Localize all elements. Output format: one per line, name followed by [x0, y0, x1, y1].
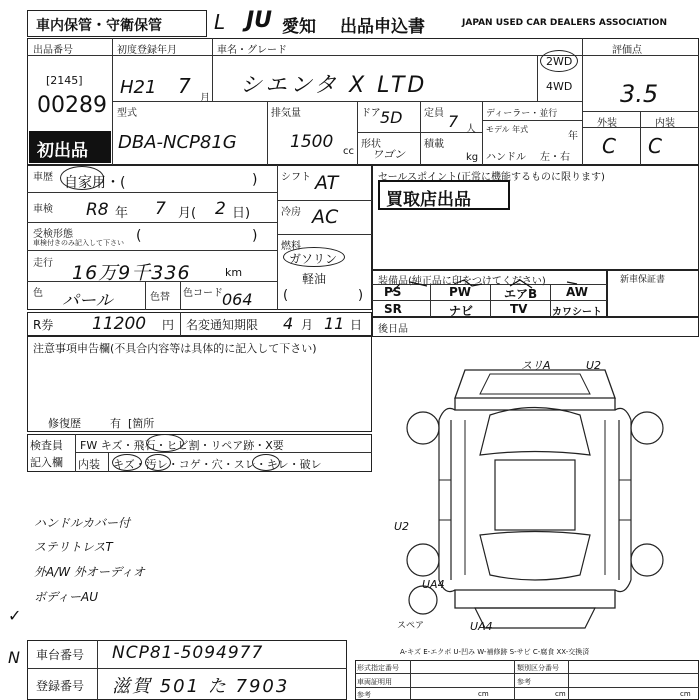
equip-navi: ナビ: [449, 304, 474, 318]
mileage-value: 16万9千336: [72, 262, 191, 284]
side-n-mark: N: [8, 648, 20, 667]
name-change-month: 4: [283, 314, 294, 333]
model-label: 車名・グレード: [217, 45, 287, 56]
model-value: シエンタ X LTD: [240, 73, 428, 98]
bottom-unit-cm3: cm: [680, 690, 691, 698]
association-name: JAPAN USED CAR DEALERS ASSOCIATION: [462, 18, 667, 28]
bottom-unit-cm1: cm: [478, 690, 489, 698]
first-listing-badge: [29, 131, 111, 163]
mileage-unit: km: [225, 266, 243, 279]
vehicle-class-close: ): [252, 172, 258, 188]
displacement-unit: cc: [343, 146, 354, 157]
chassis-label: 車台番号: [36, 648, 85, 662]
color-code-value: 064: [222, 290, 253, 309]
color-code-label: 色コード: [183, 288, 223, 299]
shape-value: ワゴン: [372, 148, 405, 161]
handnote-1: ハンドルカバー付: [34, 516, 131, 530]
bottom-r3c1: 参考: [357, 691, 371, 699]
grade-value: 3.5: [620, 80, 659, 108]
lot-label: 出品番号: [33, 45, 73, 56]
dealer-line3-value: 左・右: [540, 152, 570, 163]
mark-ua4-bottom: UA4: [470, 620, 493, 633]
equipment-label: 装備品(純正品に印をつけてください): [378, 276, 546, 287]
vehicle-class-label: 車歴: [33, 172, 53, 183]
inspection-month: 7: [155, 199, 166, 219]
plate-value: 滋賀 501 た 7903: [112, 676, 290, 697]
inspector-row2: キズ・汚レ・コゲ・穴・スレ・キレ・破レ: [113, 458, 322, 471]
mileage-label: 走行: [33, 258, 53, 269]
form-title: 出品申込書: [340, 17, 425, 37]
type-value: DBA-NCP81G: [118, 132, 237, 153]
inspection-year-unit: 年: [115, 206, 129, 221]
mark-u2-left: U2: [394, 520, 410, 533]
inspection-month-unit: 月(: [178, 206, 197, 221]
name-change-day-unit: 日: [350, 318, 363, 332]
inspector-label2: 記入欄: [30, 456, 63, 469]
bottom-r2c2: 参考: [517, 678, 531, 686]
retrofit-label: 後日品: [378, 324, 408, 335]
receipt-open: (: [136, 228, 142, 244]
handnote-2: ステリトレスT: [34, 540, 113, 554]
equipment-check-marks: [372, 270, 607, 317]
vehicle-class-value: 自家用・(: [64, 175, 126, 191]
storage-mark: L: [214, 10, 226, 34]
capacity-unit: 人: [466, 124, 476, 135]
inspection-year: R8: [86, 200, 109, 220]
equip-ps: PS: [384, 285, 402, 299]
fuel-light-oil: 軽油: [302, 272, 327, 286]
load-unit: kg: [466, 152, 479, 163]
side-check-mark: ✓: [8, 606, 22, 625]
registration-month-unit: 月: [200, 93, 210, 104]
fuel-label: 燃料: [281, 241, 301, 252]
displacement-value: 1500: [290, 132, 334, 152]
exterior-value: C: [602, 134, 616, 158]
equip-tv: TV: [510, 302, 528, 316]
recycle-label: R券: [33, 318, 54, 332]
equip-pw: PW: [449, 285, 472, 299]
sellpoint-label: セールスポイント(正常に機能するものに限ります): [378, 172, 605, 183]
receipt-close: ): [252, 228, 258, 244]
equip-leather: カワシート: [552, 307, 602, 318]
repair-place: [箇所: [128, 417, 155, 430]
type-label: 型式: [117, 108, 137, 119]
shift-value: AT: [315, 172, 339, 194]
mark-ua4-rear: UA4: [422, 578, 445, 591]
lot-number: 00289: [37, 93, 107, 118]
sellpoint-stamp: [378, 180, 510, 210]
equip-sr: SR: [384, 302, 402, 316]
brand-logo: JU: [246, 8, 273, 33]
load-label: 積載: [424, 139, 444, 150]
bottom-r1c1: 形式指定番号: [357, 664, 399, 672]
shift-label: シフト: [281, 172, 311, 183]
inspector-row1: FW キズ・飛石・ヒビ割・リペア跡・X要: [80, 439, 284, 452]
equip-airbag: エアB: [504, 287, 538, 301]
plate-label: 登録番号: [36, 679, 85, 693]
equip-aw: AW: [566, 285, 588, 299]
receipt-sub: 車検付きのみ記入して下さい: [33, 239, 124, 247]
storage-box: [27, 10, 207, 37]
bottom-r1c2: 類別区分番号: [517, 664, 559, 672]
repair-label: 修復歴: [48, 417, 81, 430]
repair-value: 有: [110, 417, 121, 430]
damage-legend: A-キズ E-エクボ U-凹み W-補修跡 S-サビ C-腐食 XX-交換済: [400, 648, 590, 656]
doors-value: 5D: [380, 108, 403, 127]
mark-u2-top: U2: [586, 359, 602, 372]
drive-4wd: 4WD: [546, 80, 573, 93]
grade-label: 評価点: [612, 45, 642, 56]
dealer-line2-unit: 年: [568, 131, 578, 142]
tire-rear-right: [631, 544, 663, 576]
color-label: 色: [33, 288, 43, 299]
interior-label: 内装: [655, 118, 675, 129]
handnote-4: ボディーAU: [34, 590, 99, 604]
notes-title: 注意事項申告欄(不具合内容等は具体的に記入して下さい): [33, 342, 317, 355]
bottom-unit-cm2: cm: [555, 690, 566, 698]
name-change-day: 11: [324, 314, 345, 333]
inspector-circle4: [252, 454, 280, 471]
dealer-line1: ディーラー・並行: [486, 109, 558, 119]
spare-label: スペア: [397, 621, 425, 631]
tire-rear-left: [407, 544, 439, 576]
mark-scratch-a: スリA: [521, 359, 551, 372]
inspector-circle1: [146, 434, 184, 452]
fuel-gasoline: ガソリン: [289, 252, 338, 266]
chassis-value: NCP81-5094977: [112, 643, 264, 663]
car-damage-diagram: [395, 360, 685, 650]
inspection-label: 車検: [33, 204, 53, 215]
retrofit-frame: [372, 317, 699, 337]
registration-month: 7: [178, 74, 191, 98]
shape-label: 形状: [361, 139, 381, 150]
interior-value: C: [648, 134, 662, 158]
inspection-day: 2: [215, 199, 226, 219]
storage-label: 車内保管・守衛保管: [36, 18, 162, 34]
tire-front-right: [631, 412, 663, 444]
sellpoint-value: 買取店出品: [386, 190, 471, 210]
displacement-label: 排気量: [271, 108, 301, 119]
name-change-label: 名変通知期限: [186, 318, 259, 332]
registration-year: H21: [120, 77, 157, 98]
dealer-line2: モデル 年式: [486, 125, 529, 134]
inspector-label1: 検査員: [30, 439, 63, 452]
registration-label: 初度登録年月: [117, 45, 177, 56]
name-change-month-unit: 月: [301, 318, 314, 332]
color-value: パール: [62, 291, 113, 311]
fuel-paren-open: (: [283, 288, 289, 303]
recycle-unit: 円: [162, 318, 175, 332]
brand-region: 愛知: [282, 17, 316, 37]
inspection-day-unit: 日): [232, 206, 251, 221]
ac-label: 冷房: [281, 207, 301, 218]
capacity-value: 7: [448, 112, 459, 131]
warranty-label: 新車保証書: [620, 275, 666, 285]
handnote-3: 外A/W 外オーディオ: [34, 565, 145, 579]
dealer-line3: ハンドル: [486, 152, 526, 163]
lot-code: [2145]: [46, 74, 83, 87]
doors-label: ドア: [361, 108, 381, 119]
capacity-label: 定員: [424, 108, 444, 119]
drive-2wd: 2WD: [546, 55, 573, 68]
ac-value: AC: [312, 206, 339, 228]
recycle-value: 11200: [92, 314, 147, 334]
tire-front-left: [407, 412, 439, 444]
receipt-label: 受検形態: [33, 229, 73, 240]
inspector-row2-label: 内装: [78, 458, 100, 471]
first-listing-label: 初出品: [37, 141, 88, 161]
fuel-paren-close: ): [358, 288, 364, 303]
color-change-label: 色替: [150, 292, 170, 303]
inspector-circle2: [112, 454, 142, 471]
exterior-label: 外装: [597, 118, 617, 129]
inspector-circle3: [145, 454, 171, 471]
bottom-r2c1: 車両証明用: [357, 678, 392, 686]
